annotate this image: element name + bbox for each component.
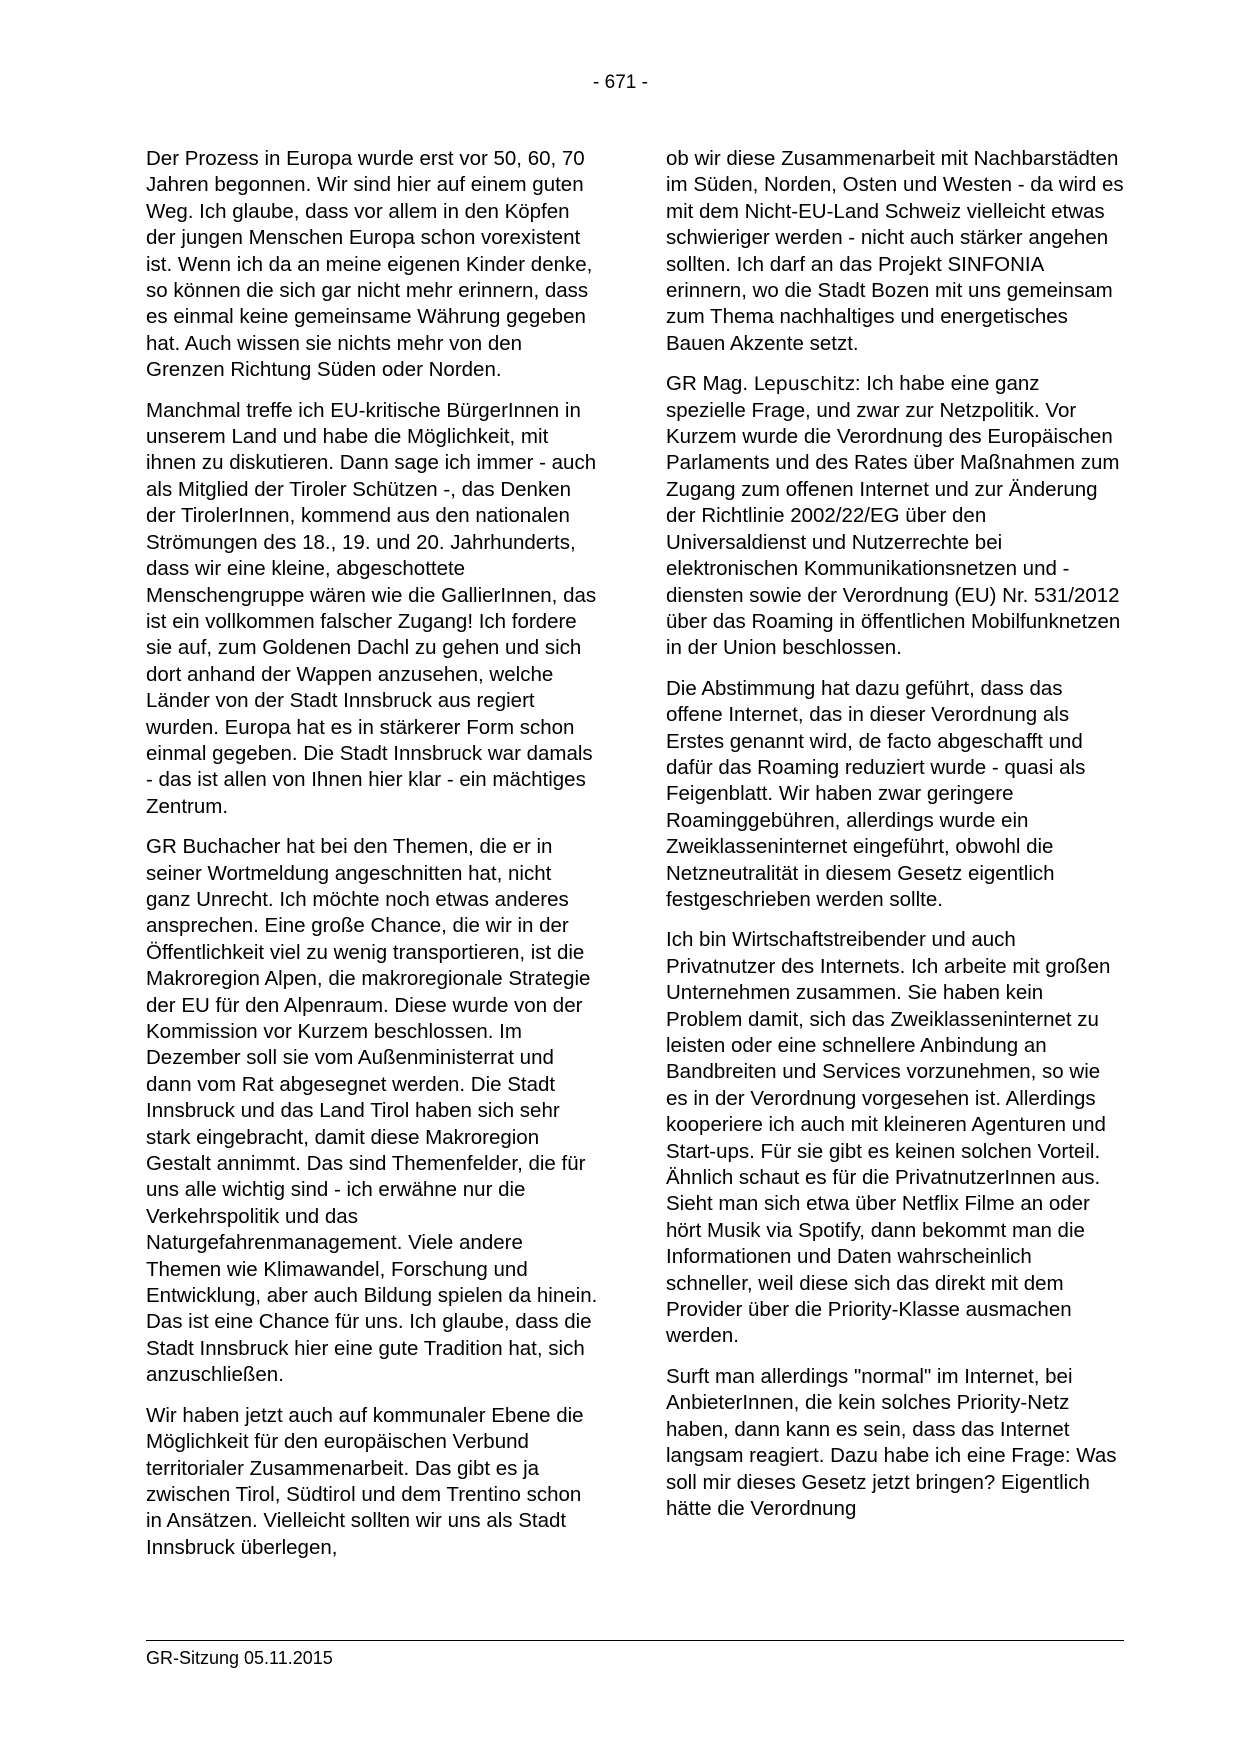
paragraph: Surft man allerdings "normal" im Internet, bei AnbieterInnen, die kein solches Priority-Netz haben, dann kann es sein, dass das Internet langsam reagiert. Dazu habe ich eine Frage: Was soll mir dieses Gesetz jetzt bringen? Eigentlich hätte die Verordnung — [666, 1364, 1117, 1520]
left-column — [146, 146, 598, 1575]
paragraph: Ich bin Wirtschaftstreibender und auch Privatnutzer des Internets. Ich arbeite mit großen Unternehmen zusammen. Sie haben kein Problem damit, sich das Zweiklasseninternet zu leisten oder eine schnellere Anbindung an Bandbreiten und Services vorzunehmen, so wie es in der Verordnung vorgesehen ist. Allerdings kooperiere ich auch mit kleineren Agenturen und Start-ups. Für sie gibt es keinen solchen Vorteil. Ähnlich schaut es für die PrivatnutzerInnen aus. Sieht man sich etwa über Netflix Filme an oder hört Musik via Spotify, dann bekommt man die Informationen und Daten wahrscheinlich schneller, weil diese sich das direkt mit dem Provider über die Priority-Klasse ausmachen werden. — [666, 928, 1111, 1348]
paragraph: GR Buchacher hat bei den Themen, die er in seiner Wortmeldung angeschnitten hat, nicht ganz Unrecht. Ich möchte noch etwas anderes ansprechen. Eine große Chance, die wir in der Öffentlichkeit viel zu wenig transportieren, ist die Makroregion Alpen, die makroregionale Strategie der EU für den Alpenraum. Diese wurde von der Kommission vor Kurzem beschlossen. Im Dezember soll sie vom Außenministerrat und dann vom Rat abgesegnet werden. Die Stadt Innsbruck und das Land Tirol haben sich sehr stark eingebracht, damit diese Makroregion Gestalt annimmt. Das sind Themenfelder, die für uns alle wichtig sind - ich erwähne nur die Verkehrspolitik und das Naturgefahrenmanagement. Viele andere Themen wie Klimawandel, Forschung und Entwicklung, aber auch Bildung spielen da hinein. Das ist eine Chance für uns. Ich glaube, dass die Stadt Innsbruck hier eine gute Tradition hat, sich anzuschließen. — [146, 835, 598, 1387]
right-column — [666, 146, 1124, 1536]
footer-session-label: GR-Sitzung 05.11.2015 — [146, 1648, 333, 1668]
paragraph: ob wir diese Zusammenarbeit mit Nachbarstädten im Süden, Norden, Osten und Westen - da wird es mit dem Nicht-EU-Land Schweiz vielleicht etwas schwieriger werden - nicht auch stärker angehen sollten. Ich darf an das Projekt SINFONIA erinnern, wo die Stadt Bozen mit uns gemeinsam zum Thema nachhaltiges und energetisches Bauen Akzente setzt. — [666, 147, 1124, 355]
paragraph: Manchmal treffe ich EU-kritische BürgerInnen in unserem Land und habe die Möglichkeit, mit ihnen zu diskutieren. Dann sage ich immer - auch als Mitglied der Tiroler Schützen -, das Denken der TirolerInnen, kommend aus den nationalen Strömungen des 18., 19. und 20. Jahrhunderts, dass wir eine kleine, abgeschottete Menschengruppe wären wie die GallierInnen, das ist ein vollkommen falscher Zugang! Ich fordere sie auf, zum Goldenen Dachl zu gehen und sich dort anhand der Wappen anzusehen, welche Länder von der Stadt Innsbruck aus regiert wurden. Europa hat es in stärkerer Form schon einmal gegeben. Die Stadt Innsbruck war damals - das ist allen von Ihnen hier klar - ein mächtiges Zentrum. — [146, 398, 597, 818]
speaker-name: Lepuschitz — [753, 373, 855, 396]
footer-divider — [146, 1640, 1124, 1641]
speaker-paragraph — [666, 371, 1124, 661]
speaker-text: : Ich habe eine ganz spezielle Frage, und zwar zur Netzpolitik. Vor Kurzem wurde die Verordnung des Europäischen Parlaments und des Rates über Maßnahmen zum Zugang zum offenen Internet und zur Änderung der Richtlinie 2002/22/EG über den Universaldienst und Nutzerrechte bei elektronischen Kommunikationsnetzen und -diensten sowie der Verordnung (EU) Nr. 531/2012 über das Roaming in öffentlichen Mobilfunknetzen in der Union beschlossen. — [666, 372, 1121, 660]
speaker-prefix: GR Mag. — [666, 372, 754, 396]
page-number: - 671 - — [593, 72, 648, 93]
paragraph: Die Abstimmung hat dazu geführt, dass das offene Internet, das in dieser Verordnung als Erstes genannt wird, de facto abgeschafft und dafür das Roaming reduziert wurde - quasi als Feigenblatt. Wir haben zwar geringere Roaminggebühren, allerdings wurde ein Zweiklasseninternet eingeführt, obwohl die Netzneutralität in diesem Gesetz eigentlich festgeschrieben werden sollte. — [666, 676, 1086, 911]
paragraph: Der Prozess in Europa wurde erst vor 50, 60, 70 Jahren begonnen. Wir sind hier auf einem guten Weg. Ich glaube, dass vor allem in den Köpfen der jungen Menschen Europa schon vorexistent ist. Wenn ich da an meine eigenen Kinder denke, so können die sich gar nicht mehr erinnern, dass es einmal keine gemeinsame Währung gegeben hat. Auch wissen sie nichts mehr von den Grenzen Richtung Süden oder Norden. — [146, 147, 593, 382]
paragraph: Wir haben jetzt auch auf kommunaler Ebene die Möglichkeit für den europäischen Verbund territorialer Zusammenarbeit. Das gibt es ja zwischen Tirol, Südtirol und dem Trentino schon in Ansätzen. Vielleicht sollten wir uns als Stadt Innsbruck überlegen, — [146, 1403, 584, 1559]
